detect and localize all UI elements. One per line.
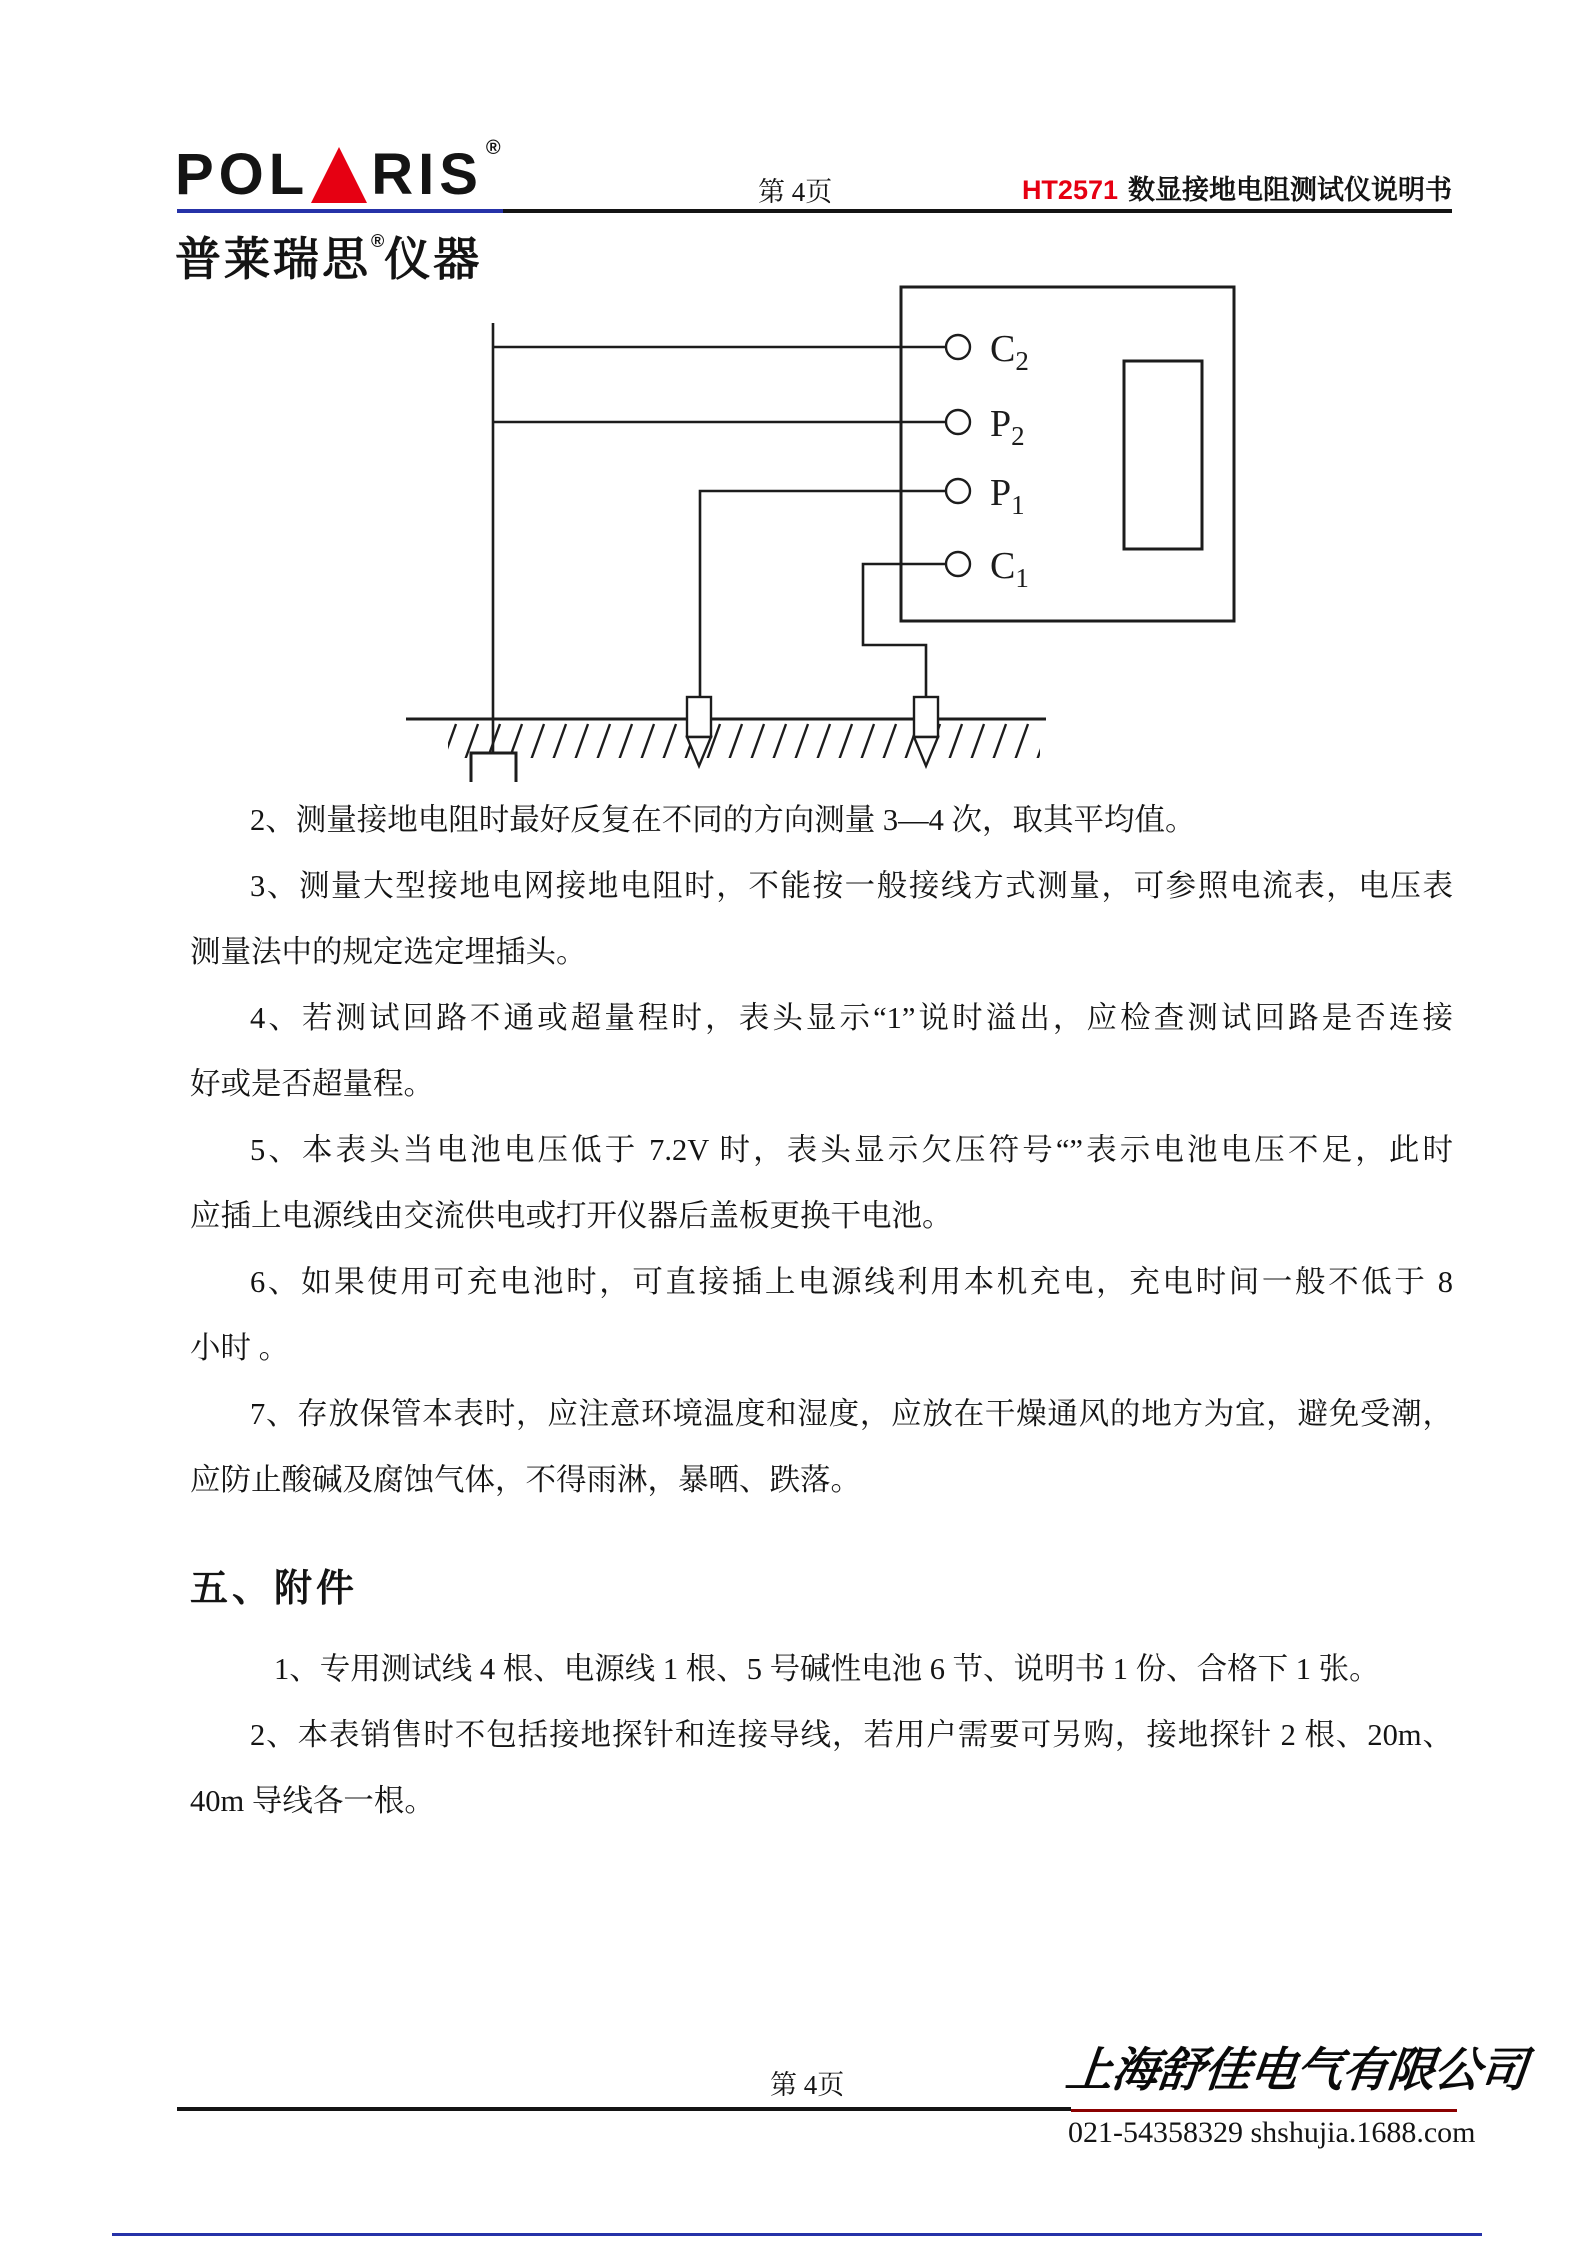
- paragraph-5: 5、本表头当电池电压低于 7.2V 时，表头显示欠压符号“”表示电池电压不足，此时 应插上电源线由交流供电或打开仪器后盖板更换干电池。: [190, 1133, 1453, 1233]
- logo-subtitle: 普莱瑞思®仪器: [175, 231, 483, 285]
- paragraph-6: 6、如果使用可充电池时，可直接插上电源线利用本机充电，充电时间一般不低于 8 小时 。: [190, 1265, 1453, 1365]
- terminal-c2: [946, 335, 970, 359]
- terminal-label-p2: $P_2$: [990, 403, 1025, 451]
- registered-trademark-icon: ®: [371, 231, 385, 251]
- attachment-item-1: 1、专用测试线 4 根、电源线 1 根、5 号碱性电池 6 节、说明书 1 份、合格下 1 张。: [274, 1652, 1380, 1686]
- terminal-label-p1: $P_1$: [990, 472, 1025, 520]
- probe-2-body: [914, 697, 938, 737]
- terminal-p2: [946, 410, 970, 434]
- header-rule: [503, 209, 1452, 213]
- manual-body-text: [190, 787, 1453, 1834]
- company-signature: 上海舒佳电气有限公司: [1063, 2045, 1529, 2097]
- terminal-label-c2: $C_2$: [990, 328, 1029, 376]
- company-signature-underline: [1071, 2109, 1457, 2112]
- diagram-svg: [380, 272, 1260, 782]
- header-page-number: 第 4页: [758, 177, 833, 207]
- grounding-measurement-diagram: [380, 272, 1260, 782]
- earth-electrode: [471, 753, 516, 782]
- terminal-c1: [946, 552, 970, 576]
- paragraph-3: 3、测量大型接地电网接地电阻时，不能按一般接线方式测量，可参照电流表，电压表 测量法中的规定选定埋插头。: [190, 869, 1453, 969]
- page-bottom-rule: [112, 2233, 1482, 2236]
- ground-hatching: [448, 722, 1040, 758]
- header-title: [1022, 168, 1452, 207]
- registered-trademark-icon: ®: [485, 137, 501, 159]
- header-doc-title: 数显接地电阻测试仪说明书: [1128, 175, 1452, 205]
- paragraph-4: 4、若测试回路不通或超量程时，表头显示“1”说时溢出，应检查测试回路是否连接 好或是否超量程。: [190, 1001, 1453, 1101]
- section-heading-accessories: 五、附件: [190, 1568, 359, 1610]
- logo-text-suffix: RIS: [371, 142, 483, 207]
- footer-rule: [177, 2107, 1071, 2111]
- terminal-label-c1: $C_1$: [990, 545, 1029, 593]
- red-triangle-icon: [311, 147, 367, 203]
- terminal-p1: [946, 479, 970, 503]
- logo-blue-underline: [177, 209, 503, 213]
- polaris-wordmark: [175, 138, 501, 206]
- probe-1-body: [687, 697, 711, 737]
- logo-text-prefix: POL: [175, 142, 310, 207]
- footer-page-number: 第 4页: [770, 2070, 845, 2100]
- header-model-number: HT2571: [1021, 175, 1118, 205]
- paragraph-2: 2、测量接地电阻时最好反复在不同的方向测量 3—4 次，取其平均值。: [250, 803, 1196, 837]
- attachment-item-2: 2、本表销售时不包括接地探针和连接导线，若用户需要可另购，接地探针 2 根、20m、 40m 导线各一根。: [190, 1718, 1453, 1818]
- paragraph-7: 7、存放保管本表时，应注意环境温度和湿度，应放在干燥通风的地方为宜，避免受潮， 应防止酸碱及腐蚀气体，不得雨淋，暴晒、跌落。: [190, 1397, 1453, 1497]
- company-contact: 021-54358329 shshujia.1688.com: [1068, 2116, 1476, 2149]
- display-window: [1124, 361, 1202, 549]
